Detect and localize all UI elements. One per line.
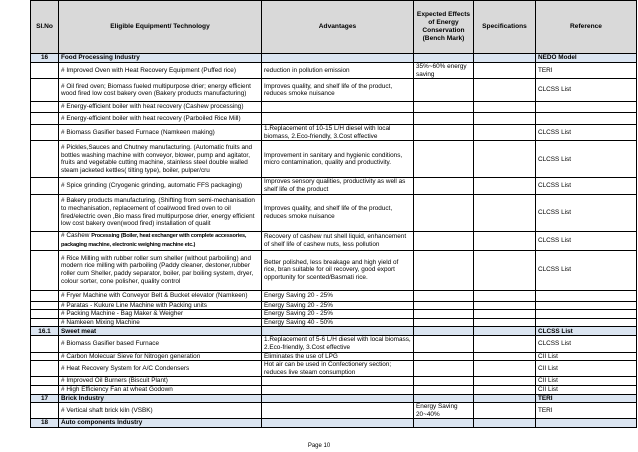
expected-cell bbox=[414, 113, 474, 125]
category-row bbox=[31, 394, 637, 403]
slno-cell bbox=[31, 352, 59, 361]
slno-cell bbox=[31, 250, 59, 290]
specifications-cell bbox=[474, 231, 536, 250]
advantages-cell: Improves quality, and shelf life of the product, reduces smoke nuisance bbox=[262, 79, 414, 102]
expected-cell: Energy Saving 20~40% bbox=[414, 403, 474, 419]
slno-cell bbox=[31, 290, 59, 301]
table-row bbox=[31, 310, 637, 319]
specifications-cell bbox=[474, 63, 536, 79]
header-equipment: Eligible Equipment/ Technology bbox=[59, 1, 262, 54]
reference-cell: CLCSS List bbox=[536, 125, 637, 141]
specifications-cell bbox=[474, 385, 536, 394]
equipment-cell: Brick Industry bbox=[59, 394, 262, 403]
expected-cell bbox=[414, 352, 474, 361]
specifications-cell bbox=[474, 79, 536, 102]
slno-cell bbox=[31, 310, 59, 319]
specifications-cell bbox=[474, 178, 536, 194]
reference-cell: CLCSS List bbox=[536, 194, 637, 231]
table-row bbox=[31, 361, 637, 377]
slno-cell: 16 bbox=[31, 54, 59, 63]
expected-cell bbox=[414, 394, 474, 403]
reference-cell: CII List bbox=[536, 385, 637, 394]
advantages-cell: Eliminates the use of LPG bbox=[262, 352, 414, 361]
slno-cell bbox=[31, 318, 59, 327]
advantages-cell: Improves quality, and shelf life of the product, reduces smoke nuisance bbox=[262, 194, 414, 231]
table-row bbox=[31, 79, 637, 102]
equipment-cell: # Improved Oven with Heat Recovery Equipment (Puffed rice) bbox=[59, 63, 262, 79]
reference-cell bbox=[536, 102, 637, 113]
specifications-cell bbox=[474, 419, 536, 428]
specifications-cell bbox=[474, 141, 536, 178]
specifications-cell bbox=[474, 310, 536, 319]
table-row bbox=[31, 403, 637, 419]
expected-cell bbox=[414, 361, 474, 377]
table-row bbox=[31, 102, 637, 113]
specifications-cell bbox=[474, 327, 536, 336]
slno-cell bbox=[31, 231, 59, 250]
processing-note: Processing (Boiler, heat exchanger with complete accessories, packaging machine, electronic weighing machine etc.) bbox=[61, 232, 247, 248]
slno-cell bbox=[31, 361, 59, 377]
equipment-text: # Cashew bbox=[61, 231, 90, 239]
equipment-cell: # Spice grinding (Cryogenic grinding, automatic FFS packaging) bbox=[59, 178, 262, 194]
equipment-cell: # Pickles,Sauces and Chutney manufacturing. (Automatic fruits and bottles washing machine with conveyor, blower, pump and agitator, fruits and vegetable cutting machine, stainless steel double walled steam jacketed kettles( tilting type), boiler, pulper/cru bbox=[59, 141, 262, 178]
header-reference: Reference bbox=[536, 1, 637, 54]
equipment-cell: # Oil fired oven; Biomass fueled multipurpose drier; energy efficient wood fired low cost bakery oven (Bakery products manufacturing) bbox=[59, 79, 262, 102]
table-row bbox=[31, 301, 637, 310]
expected-cell bbox=[414, 290, 474, 301]
specifications-cell bbox=[474, 102, 536, 113]
reference-cell bbox=[536, 318, 637, 327]
reference-cell bbox=[536, 301, 637, 310]
expected-cell bbox=[414, 102, 474, 113]
specifications-cell bbox=[474, 394, 536, 403]
specifications-cell bbox=[474, 403, 536, 419]
advantages-cell bbox=[262, 377, 414, 386]
advantages-cell: Energy Saving 20 - 25% bbox=[262, 301, 414, 310]
slno-cell: 18 bbox=[31, 419, 59, 428]
slno-cell: 16.1 bbox=[31, 327, 59, 336]
equipment-cell: Sweet meat bbox=[59, 327, 262, 336]
header-specifications: Specifications bbox=[474, 1, 536, 54]
table-row bbox=[31, 125, 637, 141]
equipment-cell: Food Processing Industry bbox=[59, 54, 262, 63]
advantages-cell bbox=[262, 113, 414, 125]
table-row bbox=[31, 336, 637, 352]
category-row bbox=[31, 327, 637, 336]
reference-cell: TERI bbox=[536, 63, 637, 79]
advantages-cell: Energy Saving 20 - 25% bbox=[262, 290, 414, 301]
equipment-cell: # Fryer Machine with Conveyor Belt & Bucket elevator (Namkeen) bbox=[59, 290, 262, 301]
specifications-cell bbox=[474, 361, 536, 377]
reference-cell: CLCSS List bbox=[536, 336, 637, 352]
advantages-cell: Improves sensory qualities, productivity as well as shelf life of the product bbox=[262, 178, 414, 194]
expected-cell bbox=[414, 178, 474, 194]
reference-cell: CLCSS List bbox=[536, 178, 637, 194]
slno-cell bbox=[31, 125, 59, 141]
equipment-cell bbox=[59, 231, 262, 250]
table-body bbox=[31, 54, 637, 428]
slno-cell bbox=[31, 79, 59, 102]
table-row bbox=[31, 352, 637, 361]
reference-cell: CLCSS List bbox=[536, 250, 637, 290]
specifications-cell bbox=[474, 290, 536, 301]
specifications-cell bbox=[474, 352, 536, 361]
advantages-cell: Improvement in sanitary and hygienic conditions, micro contamination, quality and productivity. bbox=[262, 141, 414, 178]
slno-cell bbox=[31, 63, 59, 79]
advantages-cell bbox=[262, 54, 414, 63]
page-footer: Page 10 bbox=[307, 443, 331, 449]
reference-cell: CII List bbox=[536, 352, 637, 361]
specifications-cell bbox=[474, 125, 536, 141]
equipment-cell: # Packing Machine - Bag Maker & Weigher bbox=[59, 310, 262, 319]
expected-cell bbox=[414, 310, 474, 319]
advantages-cell: reduction in pollution emission bbox=[262, 63, 414, 79]
reference-cell: NEDO Model bbox=[536, 54, 637, 63]
reference-cell: CLCSS List bbox=[536, 79, 637, 102]
expected-cell bbox=[414, 385, 474, 394]
equipment-cell: # Rice Milling with rubber roller sum sheller (without parboiling) and modern rice milling with parboiling (Paddy cleaner, destoner,rubber roller cum Sheller, paddy separator, boiler, par boiling system, dryer, colour sorter, cone polisher, quality control bbox=[59, 250, 262, 290]
reference-cell: CLCSS List bbox=[536, 231, 637, 250]
expected-cell bbox=[414, 125, 474, 141]
expected-cell bbox=[414, 318, 474, 327]
table-row bbox=[31, 63, 637, 79]
slno-cell: 17 bbox=[31, 394, 59, 403]
expected-cell bbox=[414, 327, 474, 336]
expected-cell bbox=[414, 419, 474, 428]
expected-cell bbox=[414, 194, 474, 231]
slno-cell bbox=[31, 141, 59, 178]
advantages-cell bbox=[262, 385, 414, 394]
reference-cell: CII List bbox=[536, 361, 637, 377]
specifications-cell bbox=[474, 318, 536, 327]
equipment-cell: # Energy-efficient boiler with heat recovery (Cashew processing) bbox=[59, 102, 262, 113]
specifications-cell bbox=[474, 194, 536, 231]
slno-cell bbox=[31, 194, 59, 231]
table-row bbox=[31, 194, 637, 231]
equipment-cell: # Improved Oil Burners (Biscuit Plant) bbox=[59, 377, 262, 386]
slno-cell bbox=[31, 113, 59, 125]
reference-cell: TERI bbox=[536, 394, 637, 403]
slno-cell bbox=[31, 336, 59, 352]
expected-cell bbox=[414, 54, 474, 63]
table-row bbox=[31, 250, 637, 290]
reference-cell bbox=[536, 113, 637, 125]
expected-cell bbox=[414, 231, 474, 250]
advantages-cell: Hot air can be used in Confectionery section; reduces live steam consumption bbox=[262, 361, 414, 377]
specifications-cell bbox=[474, 250, 536, 290]
advantages-cell: 1.Replacement of 5-6 L/H diesel with local biomass, 2.Eco-friendly, 3.Cost effective bbox=[262, 336, 414, 352]
reference-cell bbox=[536, 290, 637, 301]
expected-cell: 35%~60% energy saving bbox=[414, 63, 474, 79]
header-slno: Sl.No bbox=[31, 1, 59, 54]
equipment-cell: # Paratas - Kukure Line Machine with Packing units bbox=[59, 301, 262, 310]
advantages-cell bbox=[262, 394, 414, 403]
header-expected: Expected Effects of Energy Conservation (Bench Mark) bbox=[414, 1, 474, 54]
slno-cell bbox=[31, 178, 59, 194]
table-row bbox=[31, 113, 637, 125]
reference-cell: CLCSS List bbox=[536, 327, 637, 336]
equipment-cell: # Energy-efficient boiler with heat recovery (Parboiled Rice Mill) bbox=[59, 113, 262, 125]
expected-cell bbox=[414, 377, 474, 386]
table-row bbox=[31, 141, 637, 178]
reference-cell: CII List bbox=[536, 377, 637, 386]
table-row bbox=[31, 290, 637, 301]
advantages-cell: Energy Saving 40 - 50% bbox=[262, 318, 414, 327]
advantages-cell bbox=[262, 102, 414, 113]
table-row bbox=[31, 318, 637, 327]
header-advantages: Advantages bbox=[262, 1, 414, 54]
expected-cell bbox=[414, 336, 474, 352]
table-row bbox=[31, 377, 637, 386]
advantages-cell bbox=[262, 419, 414, 428]
specifications-cell bbox=[474, 54, 536, 63]
category-row bbox=[31, 54, 637, 63]
equipment-cell: # Namkeen Mixing Machine bbox=[59, 318, 262, 327]
expected-cell bbox=[414, 250, 474, 290]
slno-cell bbox=[31, 377, 59, 386]
advantages-cell: 1.Replacement of 10-15 L/H diesel with local biomass, 2.Eco-friendly, 3.Cost effective bbox=[262, 125, 414, 141]
advantages-cell: Better polished, less breakage and high yield of rice, bran suitable for oil recovery, good export opportunity for scented/Basmati rice. bbox=[262, 250, 414, 290]
advantages-cell: Energy Saving 20 - 25% bbox=[262, 310, 414, 319]
slno-cell bbox=[31, 385, 59, 394]
advantages-cell: Recovery of cashew nut shell liquid, enhancement of shelf life of cashew nuts, less pollution bbox=[262, 231, 414, 250]
reference-cell: TERI bbox=[536, 403, 637, 419]
specifications-cell bbox=[474, 377, 536, 386]
category-row bbox=[31, 419, 637, 428]
advantages-cell bbox=[262, 403, 414, 419]
specifications-cell bbox=[474, 301, 536, 310]
equipment-table bbox=[30, 0, 637, 428]
specifications-cell bbox=[474, 336, 536, 352]
advantages-cell bbox=[262, 327, 414, 336]
header-row bbox=[31, 1, 637, 54]
equipment-cell: # Heat Recovery System for A/C Condensers bbox=[59, 361, 262, 377]
expected-cell bbox=[414, 79, 474, 102]
specifications-cell bbox=[474, 113, 536, 125]
table-row bbox=[31, 385, 637, 394]
slno-cell bbox=[31, 102, 59, 113]
equipment-cell: # Biomass Gasifier based Furnace (Namkeen making) bbox=[59, 125, 262, 141]
expected-cell bbox=[414, 141, 474, 178]
slno-cell bbox=[31, 403, 59, 419]
slno-cell bbox=[31, 301, 59, 310]
reference-cell: CLCSS List bbox=[536, 141, 637, 178]
equipment-cell: # Bakery products manufacturing. (Shifting from semi-mechanisation to mechanisation, replacement of coal/wood fired oven to oil fired/electric oven ,Bio mass fired multipurpose drier, energy efficient low cost bakery oven(wood fired) installation of qualit bbox=[59, 194, 262, 231]
equipment-cell: Auto components Industry bbox=[59, 419, 262, 428]
table-row bbox=[31, 231, 637, 250]
reference-cell bbox=[536, 310, 637, 319]
table-row bbox=[31, 178, 637, 194]
reference-cell bbox=[536, 419, 637, 428]
equipment-cell: # Vertical shaft brick kiln (VSBK) bbox=[59, 403, 262, 419]
expected-cell bbox=[414, 301, 474, 310]
equipment-cell: # Carbon Molecuar Sieve for Nitrogen generation bbox=[59, 352, 262, 361]
equipment-cell: # High Efficiency Fan at wheat Godown bbox=[59, 385, 262, 394]
equipment-cell: # Biomass Gasifier based Furnace bbox=[59, 336, 262, 352]
